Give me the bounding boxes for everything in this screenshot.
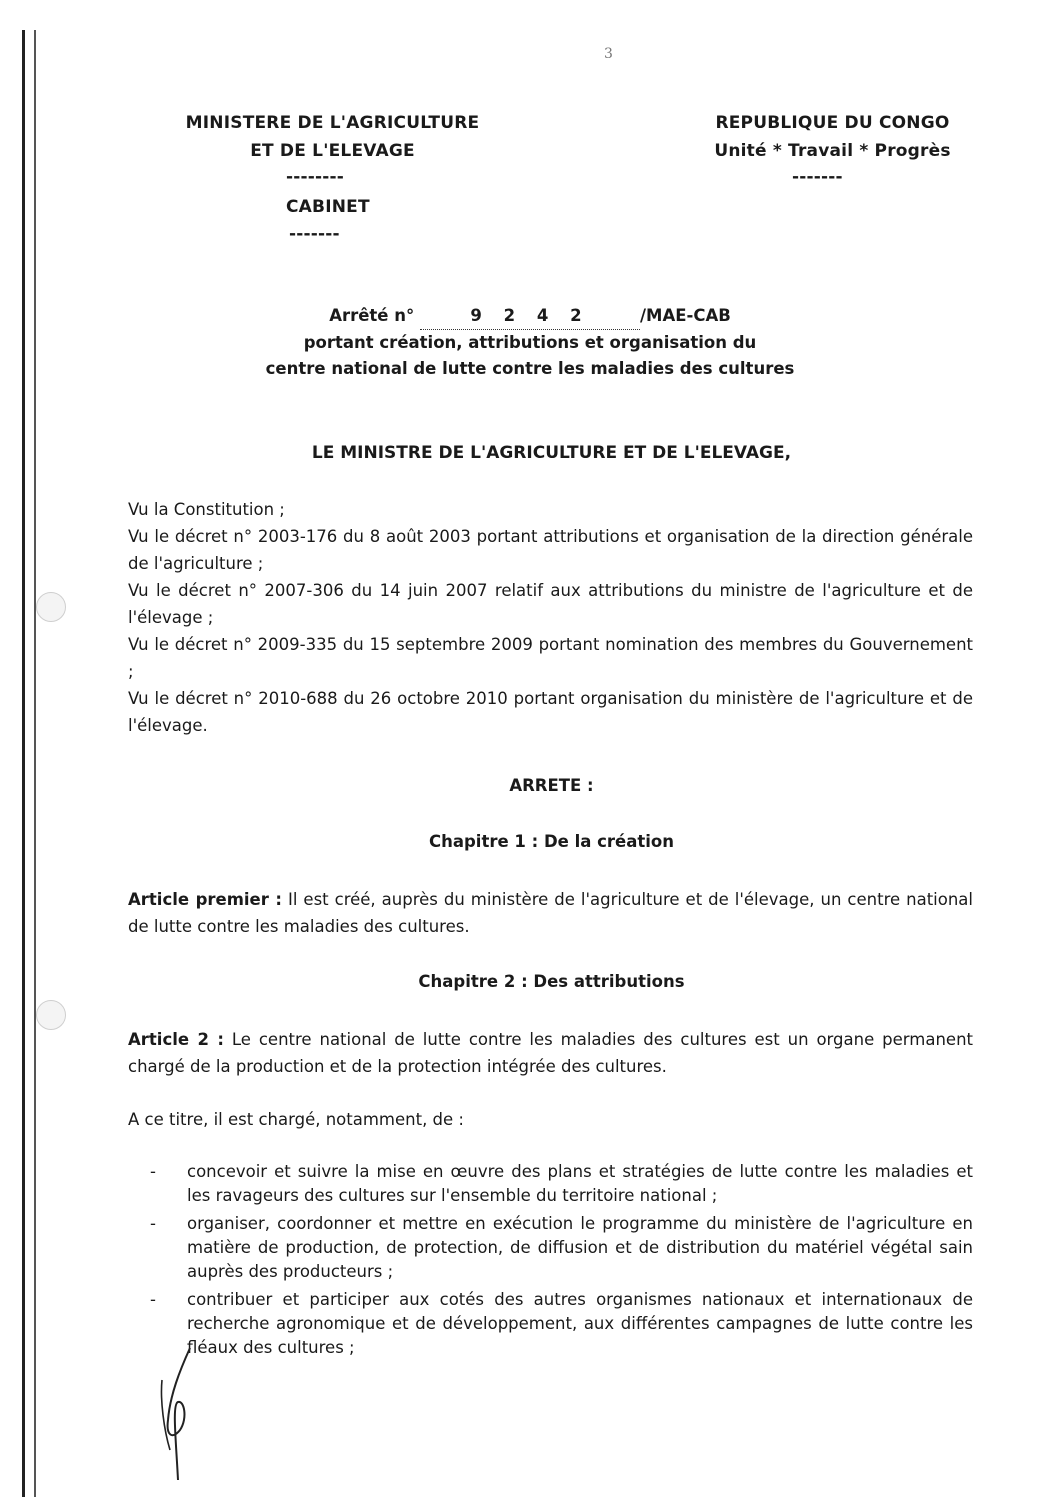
decree-number-line	[240, 303, 820, 330]
list-item-text: contribuer et participer aux cotés des autres organismes nationaux et internationaux de recherche agronomique et de développement, aux différentes campagnes de lutte contre les fléaux des cultures ;	[187, 1290, 973, 1357]
ministry-name: MINISTERE DE L'AGRICULTURE	[185, 113, 480, 133]
visa-item: Vu le décret n° 2009-335 du 15 septembre 2009 portant nomination des membres du Gouvernement ;	[128, 635, 973, 681]
chapter-1-title: Chapitre 1 : De la création	[428, 832, 675, 851]
republic-name: REPUBLIQUE DU CONGO	[715, 113, 950, 133]
visa-item: Vu le décret n° 2007-306 du 14 juin 2007 relatif aux attributions du ministre de l'agriculture et de l'élevage ;	[128, 581, 973, 627]
scan-edge-bar	[34, 30, 36, 1497]
list-intro: A ce titre, il est chargé, notamment, de :	[128, 1110, 464, 1129]
decree-subject-line: centre national de lutte contre les maladies des cultures	[265, 359, 795, 378]
visa-item: Vu le décret n° 2003-176 du 8 août 2003 portant attributions et organisation de la direction générale de l'agriculture ;	[128, 527, 973, 573]
visa-item: Vu la Constitution ;	[128, 500, 285, 519]
bullet-marker: -	[150, 1290, 156, 1309]
bullet-marker: -	[150, 1214, 156, 1233]
cabinet-label: CABINET	[286, 197, 370, 217]
punch-hole	[36, 592, 66, 622]
decree-title	[240, 303, 820, 382]
minister-heading: LE MINISTRE DE L'AGRICULTURE ET DE L'ELEVAGE,	[311, 443, 792, 463]
header-separator: --------	[286, 167, 345, 187]
bullet-marker: -	[150, 1162, 156, 1181]
header-separator: -------	[289, 224, 340, 244]
article-1	[128, 886, 973, 940]
list-item-text: organiser, coordonner et mettre en exécution le programme du ministère de l'agriculture en matière de production, de protection, de diffusion et de distribution du matériel végétal sain auprès des producteurs ;	[187, 1214, 973, 1281]
national-motto: Unité * Travail * Progrès	[714, 141, 951, 161]
visas-list	[128, 496, 973, 739]
list-item	[150, 1212, 973, 1284]
article-1-label: Article premier :	[128, 890, 282, 909]
handwritten-initial	[150, 1340, 210, 1490]
visa-item: Vu le décret n° 2010-688 du 26 octobre 2010 portant organisation du ministère de l'agriculture et de l'élevage.	[128, 689, 973, 735]
decree-subject-line: portant création, attributions et organisation du	[303, 333, 757, 352]
header-separator: -------	[792, 167, 843, 187]
article-2-label: Article 2 :	[128, 1030, 224, 1049]
page-number-mark: 3	[604, 46, 613, 62]
punch-hole	[36, 1000, 66, 1030]
ministry-name-line2: ET DE L'ELEVAGE	[250, 141, 415, 161]
list-item-text: concevoir et suivre la mise en œuvre des plans et stratégies de lutte contre les maladies et les ravageurs des cultures sur l'ensemble du territoire national ;	[187, 1162, 973, 1205]
chapter-2-title: Chapitre 2 : Des attributions	[418, 972, 685, 991]
list-item	[150, 1160, 973, 1208]
scan-edge-bar	[22, 30, 25, 1497]
article-2-text: Le centre national de lutte contre les maladies des cultures est un organe permanent chargé de la production et de la protection intégrée des cultures.	[128, 1030, 973, 1076]
decree-prefix: Arrêté n°	[329, 306, 415, 325]
decree-suffix: /MAE-CAB	[640, 306, 731, 325]
attributions-list	[150, 1160, 973, 1364]
article-1-text: Il est créé, auprès du ministère de l'agriculture et de l'élevage, un centre national de lutte contre les maladies des cultures.	[128, 890, 974, 936]
article-2	[128, 1026, 973, 1080]
list-item	[150, 1288, 973, 1360]
arrete-heading: ARRETE :	[509, 776, 594, 795]
decree-number: 9 2 4 2	[420, 303, 640, 330]
